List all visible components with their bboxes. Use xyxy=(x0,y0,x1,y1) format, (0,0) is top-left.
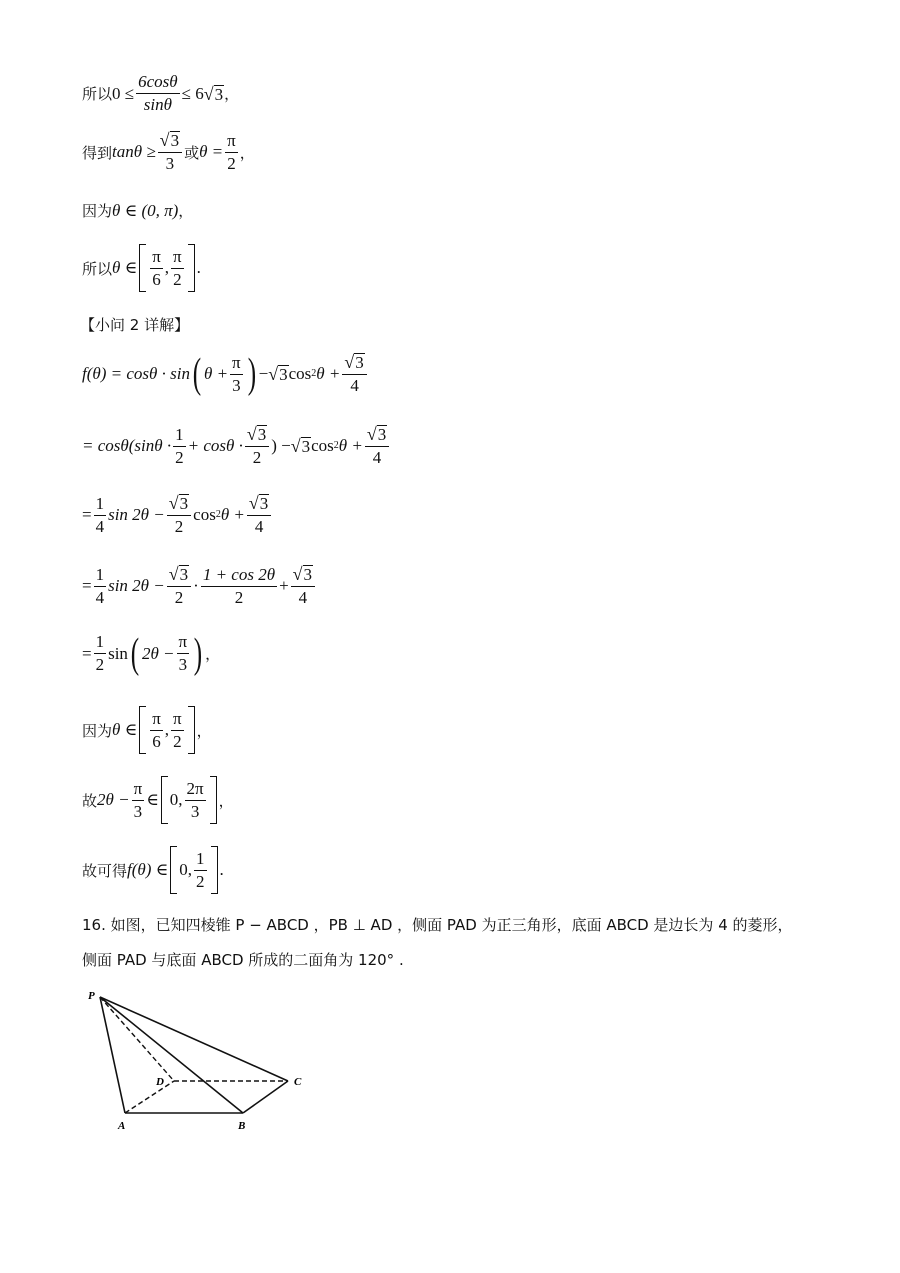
sqrt-radicand: 3 xyxy=(214,84,224,104)
fraction-numerator: π xyxy=(225,131,238,153)
equation-3: = $\frac{1}{4}$ sin 2θ − √ 3 2 cos 2 θ + √ 3 4 xyxy=(82,493,273,537)
label-C: C xyxy=(294,1076,302,1088)
label-B: B xyxy=(238,1120,246,1132)
fraction: $\frac{\pi}{6}$ xyxy=(152,246,161,289)
bracket-right xyxy=(188,244,195,292)
edge-PD xyxy=(100,997,174,1081)
punctuation: . xyxy=(196,258,201,277)
math-expr: tanθ ≥ xyxy=(112,142,156,161)
line-theta-range: 所以 θ ∈ $\frac{\pi}{6}$ , $\frac{\pi}{2}$ . xyxy=(82,244,201,292)
sqrt-radicand: 3 xyxy=(170,131,180,150)
equation-5: = $\frac{1}{2}$ sin ( 2θ − $\frac{\pi}{3}$ ) ， xyxy=(82,630,221,677)
math-expr: θ ∈ (0, π) xyxy=(112,200,179,220)
line-theta-range-2: 因为 θ ∈ $\frac{\pi}{6}$ , $\frac{\pi}{2}$ ， xyxy=(82,706,212,754)
text-prefix: 所以 xyxy=(82,259,113,278)
line-range-cot xyxy=(82,72,239,115)
punctuation: ， xyxy=(239,143,255,162)
text-prefix: 因为 xyxy=(82,202,113,220)
equation-1: f(θ) = cosθ · sin ( θ + $\frac{\pi}{3}$ ) − √ 3 cos 2 θ + √ 3 4 xyxy=(82,352,369,396)
math-expr: θ = xyxy=(199,142,224,161)
fraction: $\frac{\pi}{3}$ xyxy=(232,352,241,395)
line-tan xyxy=(82,130,255,174)
problem-16-line-2: 侧面 PAD 与底面 ABCD 所成的二面角为 120° . xyxy=(82,951,404,969)
math-expr: θ ∈ xyxy=(112,258,138,277)
text-prefix: 所以 xyxy=(82,85,113,103)
fraction-numerator: 6cosθ xyxy=(136,72,180,94)
fraction xyxy=(136,72,180,115)
fraction: √ 3 3 xyxy=(158,130,182,174)
label-A: A xyxy=(118,1120,126,1132)
line-theta-domain xyxy=(82,200,193,221)
section-heading: 【小问 2 详解】 xyxy=(80,316,190,334)
edge-AD xyxy=(125,1081,174,1113)
text-or: 或 xyxy=(184,143,200,162)
math-expr: 0 ≤ xyxy=(112,83,135,103)
equation-2: = cosθ(sinθ · $\frac{1}{2}$ + cosθ · √ 3 2 ) − √ 3 cos 2 θ + √ 3 4 xyxy=(82,424,391,468)
fraction-denominator: 2 xyxy=(227,153,236,173)
edge-PC xyxy=(100,997,288,1081)
equation-4: = $\frac{1}{4}$ sin 2θ − √ 3 2 · $\frac{1 + \cos 2\theta}{2}$ + √ 3 4 xyxy=(82,564,317,608)
punctuation: ， xyxy=(178,202,194,220)
fraction-denominator: 3 xyxy=(165,154,175,173)
bracket-left xyxy=(139,244,146,292)
label-D: D xyxy=(156,1076,164,1088)
sqrt: √ 3 xyxy=(203,83,224,104)
fraction-denominator: sinθ xyxy=(143,95,172,114)
line-2theta-range: 故 2θ − $\frac{\pi}{3}$ ∈ 0, $\frac{2\pi}{3}$ ， xyxy=(82,776,234,824)
pyramid-figure xyxy=(80,985,320,1135)
fraction xyxy=(225,131,238,174)
text-prefix: 得到 xyxy=(82,143,113,162)
problem-16-line-1: 16. 如图，已知四棱锥 P − ABCD ，PB ⊥ AD ，侧面 PAD 为正三角形，底面 ABCD 是边长为 4 的菱形， xyxy=(82,916,793,934)
fraction: √ 3 4 xyxy=(342,352,366,396)
edge-BC xyxy=(243,1081,288,1113)
label-P: P xyxy=(88,990,95,1002)
punctuation: ， xyxy=(224,85,240,103)
math-expr: ≤ 6 xyxy=(181,83,204,103)
fraction: $\frac{\pi}{2}$ xyxy=(173,246,182,289)
line-f-range: 故可得 f(θ) ∈ 0, $\frac{1}{2}$ . xyxy=(82,846,224,894)
